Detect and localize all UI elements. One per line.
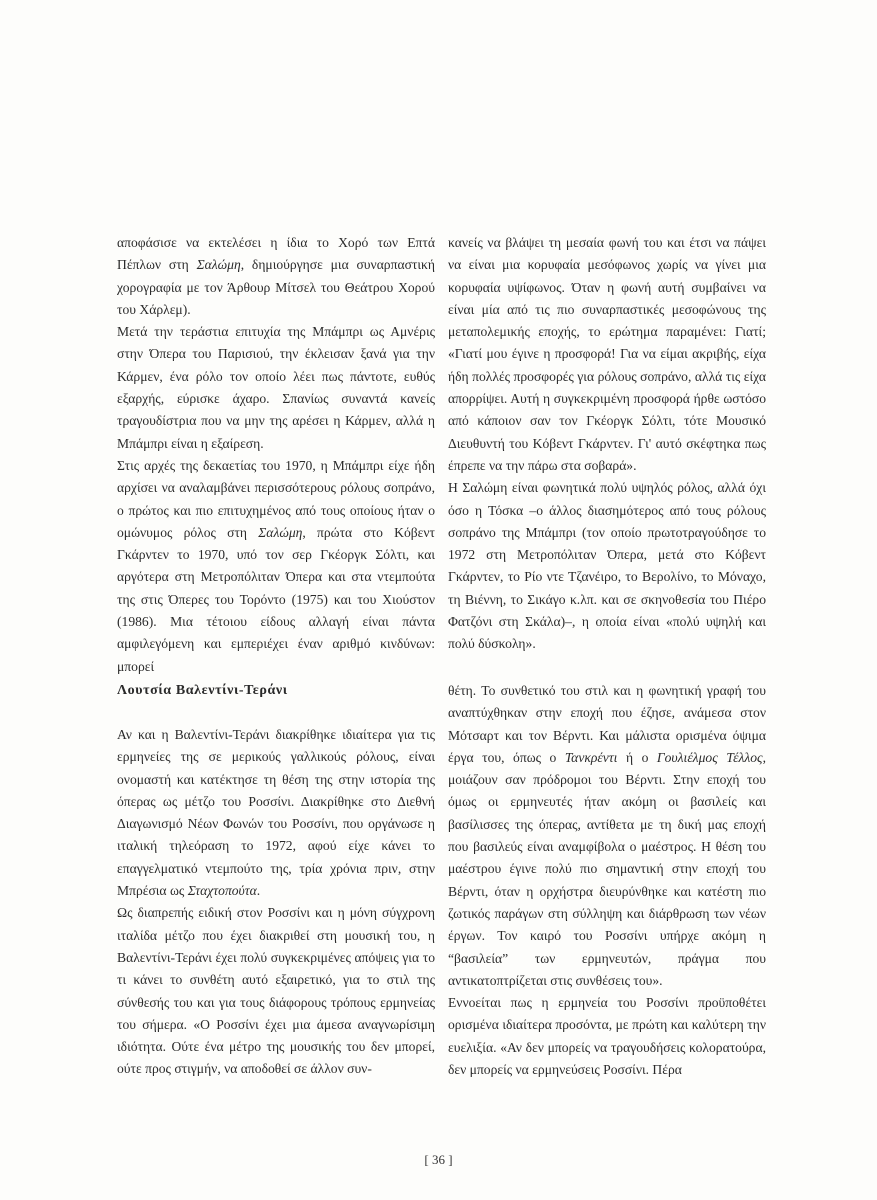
paragraph [117, 232, 435, 321]
paragraph-text: Στις αρχές της δεκαετίας του 1970, η Μπάμπρι είχε ήδη αρχίσει να αναλαμβάνει περισσότερους ρόλους σοπράνο, ο πρώτος και πιο επιτυχημένος από τους οποίους ήταν ο ομώνυμος ρόλος στη [117, 457, 435, 540]
paragraph [448, 992, 766, 1081]
paragraph-text: αποφάσισε να εκτελέσει η ίδια το Χορό των Επτά Πέπλων στη [117, 235, 435, 273]
paragraph-text: ή ο [617, 749, 657, 765]
paragraph-text: , μοιάζουν σαν πρόδρομοι του Βέρντι. Στην εποχή του όμως οι ερμηνευτές ήταν ακόμη οι βασιλείς και βασίλισσες της όπερας, αντίθετα με τη δική μας εποχή που βασιλεύς είναι αναμφίβολα ο μαέστρος. Η θέση του μαέστρου έγινε πολύ πιο σημαντική στην εποχή του Βέρντι, όταν η ορχήστρα διευρύνθηκε και κατέστη πιο ζωτικός παράγων στη σύλληψη και διάρθρωση των νέων έργων. Τον καιρό του Ροσσίνι υπήρχε ακόμη η “βασιλεία” των ερμηνευτών, πράγμα που αντικατοπτρίζεται στις συνθέσεις του». [448, 749, 766, 988]
paragraph [117, 455, 435, 678]
paragraph-text: . [256, 883, 261, 899]
section-title: Λουτσία Βαλεντίνι-Τεράνι [117, 683, 288, 698]
paragraph [448, 477, 766, 655]
section-left-column [117, 680, 435, 1081]
italic-title: Σταχτοπούτα [187, 883, 257, 899]
paragraph [117, 321, 435, 455]
top-right-column [448, 232, 766, 656]
paragraph-text: Μετά την τεράστια επιτυχία της Μπάμπρι ως Αμνέρις στην Όπερα του Παρισιού, την έκλεισαν ξανά για την Κάρμεν, ένα ρόλο τον οποίο λέει πως πάντοτε, ευθύς εξαρχής, εύρισκε άχαρο. Σπανίως συναντά κανείς τραγουδίστρια που να μην της αρέσει η Κάρμεν, αλλά η Μπάμπρι είναι η εξαίρεση. [117, 324, 435, 451]
paragraph [448, 680, 766, 992]
paragraph [448, 232, 766, 477]
section-right-column [448, 680, 766, 1081]
paragraph [117, 902, 435, 1080]
italic-title: Σαλώμη [258, 524, 303, 540]
paragraph-text: Η Σαλώμη είναι φωνητικά πολύ υψηλός ρόλος, αλλά όχι όσο η Τόσκα –ο άλλος διασημότερος από τους ρόλους σοπράνο της Μπάμπρι (τον οποίο πρωτοτραγούδησε το 1972 στη Μετροπόλιταν Όπερα, μετά στο Κόβεντ Γκάρντεν, το Ρίο ντε Τζανέιρο, το Βερολίνο, το Μόναχο, τη Βιέννη, το Σικάγο κ.λπ. και σε σκηνοθεσία του Πιέρο Φατζόνι στη Σκάλα)–, η οποία είναι «πολύ υψηλή και πολύ δύσκολη». [448, 480, 766, 652]
page-number: [ 36 ] [424, 1152, 453, 1167]
paragraph-text: , δημιούργησε μια συναρπαστική χορογραφία με τον Άρθουρ Μίτσελ του Θεάτρου Χορού του Χάρλεμ). [117, 257, 435, 317]
paragraph-text: Ως διαπρεπής ειδική στον Ροσσίνι και η μόνη σύγχρονη ιταλίδα μέτζο που έχει διακριθεί στη μουσική του, η Βαλεντίνι-Τεράνι έχει πολύ συγκεκριμένες απόψεις για το τι κάνει το συνθέτη αυτό εξαιρετικό, για το στιλ της σύνθεσής του και για τους διάφορους τρόπους ερμηνείας του σήμερα. «Ο Ροσσίνι έχει μια άμεσα αναγνωρίσιμη ιδιότητα. Ούτε ένα μέτρο της μουσικής του δεν μπορεί, ούτε προς στιγμήν, να αποδοθεί σε άλλον συν- [117, 905, 435, 1077]
italic-title: Γουλιέλμος Τέλλος [656, 749, 763, 765]
italic-title: Σαλώμη [196, 257, 241, 273]
paragraph-text: κανείς να βλάψει τη μεσαία φωνή του και έτσι να πάψει να είναι μια κορυφαία μεσόφωνος χωρίς να γίνει μια κορυφαία υψίφωνος. Όταν η φωνή αυτή συμβαίνει να είναι μία από τις πιο συναρπαστικές μεσοφώνους της μεταπολεμικής εποχής, το ερώτημα παραμένει: Γιατί; «Γιατί μου έγινε η προσφορά! Για να είμαι ακριβής, είχα ήδη πολλές προσφορές για ρόλους σοπράνο, αλλά τις είχα απορρίψει. Αυτή η συγκεκριμένη προσφορά ήρθε ωστόσο από κάποιον σαν τον Γκέοργκ Σόλτι, τότε Μουσικό Διευθυντή του Κόβεντ Γκάρντεν. Γι' αυτό σκέφτηκα πως έπρεπε να την πάρω στα σοβαρά». [448, 235, 766, 473]
top-left-column [117, 232, 435, 678]
paragraph-text: Εννοείται πως η ερμηνεία του Ροσσίνι προϋποθέτει ορισμένα ιδιαίτερα προσόντα, με πρώτη και καλύτερη την ευελιξία. «Αν δεν μπορείς να τραγουδήσεις κολορατούρα, δεν μπορείς να ερμηνεύσεις Ροσσίνι. Πέρα [448, 995, 766, 1078]
paragraph-text: θέτη. Το συνθετικό του στιλ και η φωνητική γραφή του αναπτύχθηκαν στην εποχή που έζησε, ανάμεσα στον Μότσαρτ και τον Βέρντι. Και μάλιστα ορισμένα όψιμα έργα του, όπως ο [448, 683, 766, 765]
paragraph-text: , πρώτα στο Κόβεντ Γκάρντεν το 1970, υπό τον σερ Γκέοργκ Σόλτι, και αργότερα στη Μετροπόλιταν Όπερα και στα ντεμπούτα της στις Όπερες του Τορόντο (1975) και του Χιούστον (1986). Μια τέτοιου είδους αλλαγή είναι πάντα αμφιλεγόμενη και εμπεριέχει έναν αριθμό κινδύνων: μπορεί [117, 524, 435, 674]
paragraph-text: Αν και η Βαλεντίνι-Τεράνι διακρίθηκε ιδιαίτερα για τις ερμηνείες της σε μερικούς γαλλικούς ρόλους, είναι ονομαστή και κατέκτησε τη θέση της στην ιστορία της όπερας ως μέτζο του Ροσσίνι. Διακρίθηκε στο Διεθνή Διαγωνισμό Νέων Φωνών του Ροσσίνι, που οργάνωσε η ιταλική τηλεόραση το 1972, αφού είχε κάνει το επαγγελματικό ντεμπούτο της, τρία χρόνια πριν, στην Μπρέσια ως [117, 727, 435, 899]
italic-title: Τανκρέντι [564, 749, 618, 765]
paragraph [117, 724, 435, 902]
section-left-body [117, 724, 435, 1081]
